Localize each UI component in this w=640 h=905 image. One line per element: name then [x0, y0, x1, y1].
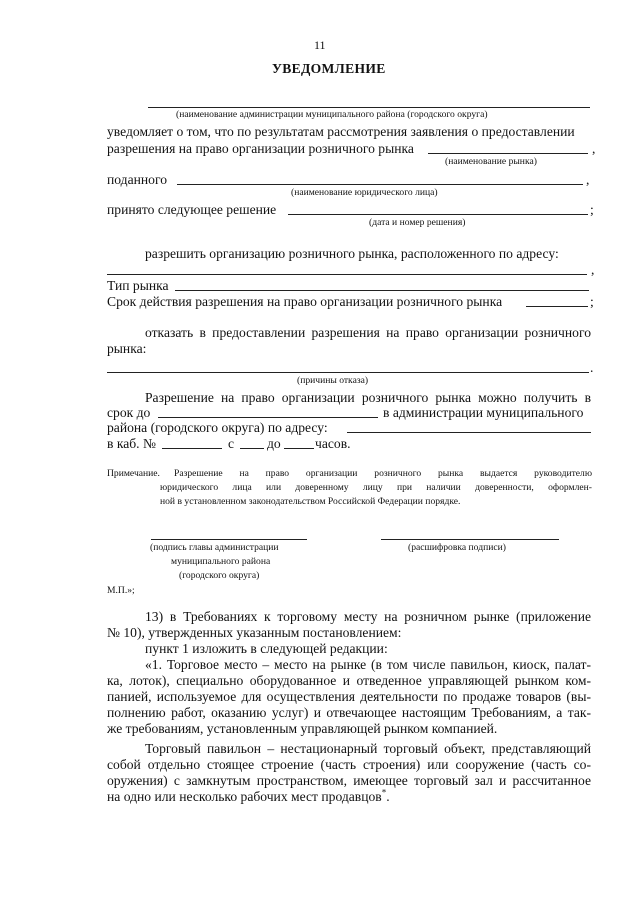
p1-line-4: полнению работ, оказанию услуг) и отвечающее настоящим Требованиям, а так-	[107, 705, 591, 720]
note-line-1: Разрешение на право организации розничного рынка выдается руководителю	[174, 468, 592, 479]
comma: ,	[586, 172, 590, 187]
receive-line-1: Разрешение на право организации розничного рынка можно получить в	[145, 390, 591, 405]
sign-caption-2: муниципального района	[171, 556, 271, 567]
label-decision: принято следующее решение	[107, 202, 277, 217]
pav-line-2: собой отдельно стоящее строение (часть строения) или сооружение (часть со-	[107, 757, 591, 772]
decision-blank	[288, 214, 588, 215]
line-notifies: уведомляет о том, что по результатам рассмотрения заявления о предоставлении	[107, 124, 575, 139]
pav-line-4	[107, 789, 390, 805]
market-type-blank	[175, 290, 589, 291]
page-title: УВЕДОМЛЕНИЕ	[272, 61, 386, 76]
receive-line-3: района (городского округа) по адресу:	[107, 420, 328, 435]
cab-label: в каб. №	[107, 436, 156, 451]
comma: ,	[592, 141, 596, 156]
p1-line-2: ка, лоток), специально оборудованное и отведенное управляющей рынком ком-	[107, 673, 591, 688]
pav-line-3: оружения) с замкнутым пространством, имеющее торговый зал и рассчитанное	[107, 773, 591, 788]
term-blank	[526, 306, 588, 307]
address-blank	[107, 274, 587, 275]
p13-line-3: пункт 1 изложить в следующей редакции:	[145, 641, 388, 656]
p13-line-1: 13) в Требованиях к торговому месту на розничном рынке (приложение	[145, 609, 591, 624]
note-label: Примечание.	[107, 468, 160, 479]
p1-line-5: же требованиям, установленным управляющей рынком компанией.	[107, 721, 498, 736]
label-term: Срок действия разрешения на право организации розничного рынка	[107, 294, 503, 309]
period: .	[590, 360, 594, 375]
receive-line-2a: срок до	[107, 405, 151, 420]
seal-mark: М.П.»;	[107, 585, 135, 596]
caption-market: (наименование рынка)	[445, 156, 537, 167]
from-blank	[240, 448, 264, 449]
caption-legal-entity: (наименование юридического лица)	[291, 187, 438, 198]
to-label: до	[267, 436, 281, 451]
semicolon: ;	[590, 294, 594, 309]
note-line-2: юридического лица или доверенному лицу при наличии доверенности, оформлен-	[160, 482, 592, 493]
footnote-mark: *	[381, 787, 387, 798]
signature-blank	[151, 539, 307, 540]
signature-decode-blank	[381, 539, 559, 540]
admin-name-blank	[148, 107, 590, 108]
comma: ,	[591, 262, 595, 277]
refuse-text: отказать в предоставлении разрешения на право организации розничного	[145, 325, 591, 340]
note-line-3: ной в установленном законодательством Российской Федерации порядке.	[160, 496, 461, 507]
to-blank	[284, 448, 314, 449]
allow-text: разрешить организацию розничного рынка, расположенного по адресу:	[145, 246, 559, 261]
line-permission: разрешения на право организации розничного рынка	[107, 141, 414, 156]
sign-caption-1: (подпись главы администрации	[150, 542, 279, 553]
p1-line-3: панией, используемое для осуществления деятельности по продаже товаров (вы-	[107, 689, 591, 704]
address-blank-2	[347, 432, 591, 433]
decode-caption: (расшифровка подписи)	[408, 542, 506, 553]
label-market-type: Тип рынка	[107, 278, 169, 293]
p1-line-1: «1. Торговое место – место на рынке (в том числе павильон, киоск, палат-	[145, 657, 591, 672]
receive-line-2b: в администрации муниципального	[383, 405, 584, 420]
page-number: 11	[314, 38, 326, 52]
cab-blank	[162, 448, 222, 449]
semicolon: ;	[590, 202, 594, 217]
p13-line-2: № 10), утвержденных указанным постановлением:	[107, 625, 402, 640]
pav-line-4-text: на одно или несколько рабочих мест продавцов	[107, 789, 382, 804]
with-label: с	[228, 436, 235, 451]
reasons-blank	[107, 372, 589, 373]
market-name-blank	[428, 153, 588, 154]
deadline-blank	[158, 417, 378, 418]
label-submitted: поданного	[107, 172, 168, 187]
refuse-text-cont: рынка:	[107, 341, 147, 356]
pav-line-1: Торговый павильон – нестационарный торговый объект, представляющий	[145, 741, 591, 756]
hours-label: часов.	[315, 436, 351, 451]
caption-reasons: (причины отказа)	[297, 375, 369, 386]
caption-date-number: (дата и номер решения)	[369, 217, 466, 228]
caption-admin: (наименование администрации муниципального района (городского округа)	[176, 109, 488, 120]
sign-caption-3: (городского округа)	[179, 570, 260, 581]
period: .	[386, 789, 390, 804]
legal-entity-blank	[177, 184, 583, 185]
